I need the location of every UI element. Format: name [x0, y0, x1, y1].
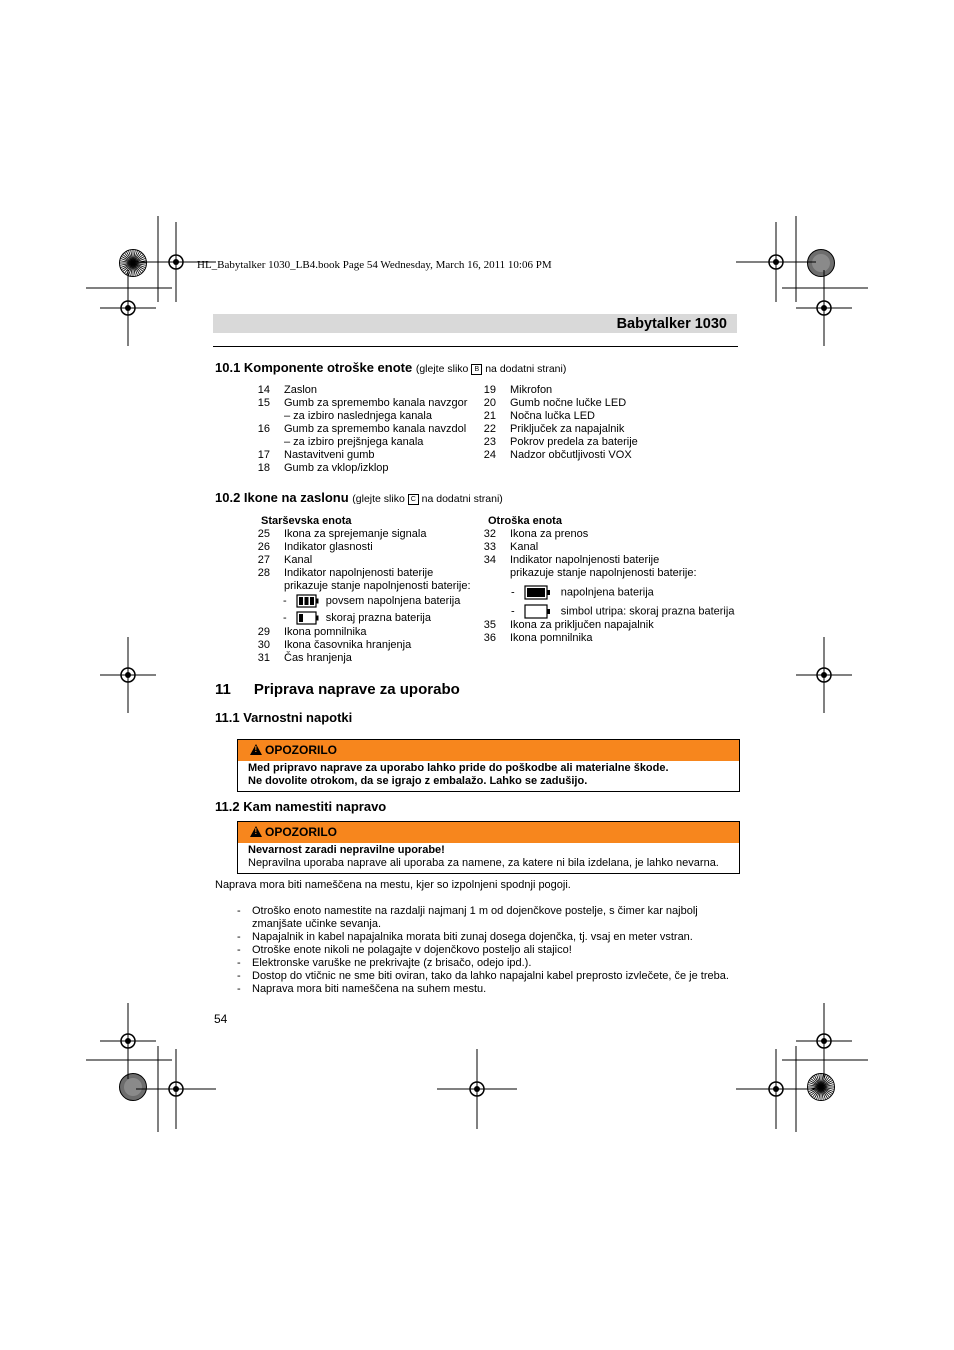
battery-full-row-baby	[511, 585, 654, 600]
note-prefix: (glejte sliko	[415, 363, 469, 375]
dash: -	[237, 944, 241, 956]
figure-note	[416, 363, 567, 375]
section-11-2-heading: 11.2 Kam namestiti napravo	[215, 799, 387, 814]
component-list-right	[478, 384, 738, 474]
item-number: 16	[257, 423, 270, 435]
chapter-11-heading	[215, 681, 460, 699]
list-item	[252, 652, 482, 665]
item-number: 18	[257, 462, 270, 474]
item-text: Nadzor občutljivosti VOX	[510, 449, 632, 461]
list-item-text: Naprava mora biti nameščena na suhem mestu.	[252, 983, 487, 995]
crosshair-icon	[736, 1049, 816, 1129]
component-list-left	[252, 384, 482, 484]
item-number: 34	[483, 554, 496, 566]
item-text: Indikator glasnosti	[284, 541, 373, 553]
list-item	[478, 619, 738, 632]
dash: -	[237, 957, 241, 969]
list-item	[252, 423, 482, 436]
warning-box-1	[237, 739, 740, 792]
dash: -	[237, 931, 241, 943]
item-text: Gumb nočne lučke LED	[510, 397, 627, 409]
item-text: – za izbiro prejšnjega kanala	[284, 436, 424, 448]
list-item	[237, 944, 738, 957]
item-text: Nastavitveni gumb	[284, 449, 375, 461]
item-text: Ikona za prenos	[510, 528, 589, 540]
warning-line: Nevarnost zaradi nepravilne uporabe!	[248, 844, 445, 856]
item-number: 21	[483, 410, 496, 422]
item-text: Mikrofon	[510, 384, 553, 396]
item-text: prikazuje stanje napolnjenosti baterije:	[510, 567, 697, 579]
list-item	[478, 397, 738, 410]
dash: -	[283, 594, 287, 607]
section-10-1-heading	[215, 360, 566, 377]
crosshair-icon	[736, 222, 816, 302]
note-prefix: (glejte sliko	[352, 493, 405, 505]
warning-triangle-icon: !	[250, 826, 262, 837]
list-item	[237, 957, 738, 970]
icon-list-baby-a	[478, 528, 738, 584]
conditions-list	[237, 905, 738, 996]
list-item	[252, 580, 482, 593]
crosshair-icon	[796, 637, 852, 713]
item-number: 28	[257, 567, 270, 579]
crosshair-icon	[796, 1003, 852, 1079]
list-item	[478, 554, 738, 567]
item-text: Ikona za sprejemanje signala	[284, 528, 427, 540]
baby-unit-title: Otroška enota	[488, 515, 562, 527]
list-item	[237, 931, 738, 944]
list-item-text: Napajalnik in kabel napajalnika morata biti zunaj dosega dojenčka, tj. vsaj en meter vstran.	[252, 931, 693, 943]
battery-full-label: napolnjena baterija	[560, 586, 654, 599]
list-item	[252, 449, 482, 462]
list-item	[252, 410, 482, 423]
item-text: Zaslon	[284, 384, 318, 396]
list-item	[478, 449, 738, 462]
list-item	[252, 528, 482, 541]
icon-list-baby-b	[478, 619, 738, 647]
item-text: Indikator napolnjenosti baterije	[510, 554, 660, 566]
dash: -	[283, 611, 287, 624]
item-text: Čas hranjenja	[284, 652, 352, 664]
chapter-title: Priprava naprave za uporabo	[253, 681, 460, 698]
list-item	[252, 626, 482, 639]
warning-label: OPOZORILO	[265, 825, 337, 839]
dash: -	[237, 905, 241, 917]
list-item	[252, 462, 482, 475]
list-item	[252, 639, 482, 652]
list-item-text: Otroške enote nikoli ne polagajte v dojenčkovo posteljo ali stajico!	[252, 944, 572, 956]
item-number: 31	[257, 652, 270, 664]
item-number: 22	[483, 423, 496, 435]
dash: -	[237, 970, 241, 982]
item-number: 19	[483, 384, 496, 396]
battery-empty-label: skoraj prazna baterija	[325, 611, 431, 624]
file-header: HL_Babytalker 1030_LB4.book Page 54 Wednesday, March 16, 2011 10:06 PM	[197, 259, 552, 271]
warning-triangle-icon: !	[250, 744, 262, 755]
item-number: 25	[257, 528, 270, 540]
list-item	[478, 528, 738, 541]
item-number: 35	[483, 619, 496, 631]
warning-line: Nepravilna uporaba naprave ali uporaba za namene, za katere ni bila izdelana, je lahko nevarna.	[248, 857, 719, 869]
list-item	[478, 567, 738, 580]
parent-unit-title: Starševska enota	[261, 515, 352, 527]
crosshair-icon	[796, 270, 852, 346]
list-item	[478, 436, 738, 449]
list-item	[252, 436, 482, 449]
running-header-bar	[213, 314, 737, 333]
item-text: Gumb za vklop/izklop	[284, 462, 389, 474]
battery-empty-label: simbol utripa: skoraj prazna baterija	[560, 605, 735, 618]
item-number: 33	[483, 541, 496, 553]
note-suffix: na dodatni strani)	[421, 493, 503, 505]
item-number: 17	[257, 449, 270, 461]
list-item	[478, 410, 738, 423]
warning-label-bar	[238, 822, 739, 843]
list-item	[478, 632, 738, 645]
crosshair-icon	[100, 270, 156, 346]
warning-body	[238, 761, 739, 791]
item-number: 27	[257, 554, 270, 566]
list-item-continuation	[237, 918, 738, 931]
warning-label: OPOZORILO	[265, 743, 337, 757]
list-item-text: Otroško enoto namestite na razdalji najmanj 1 m od dojenčkove postelje, s čimer kar najbolj	[252, 905, 698, 917]
battery-full-label: povsem napolnjena baterija	[325, 594, 461, 607]
crosshair-icon	[100, 1003, 156, 1079]
warning-line: Ne dovolite otrokom, da se igrajo z embalažo. Lahko se zadušijo.	[248, 775, 588, 787]
item-text: Kanal	[510, 541, 539, 553]
warning-box-2	[237, 821, 740, 874]
item-text: Kanal	[284, 554, 313, 566]
list-item-text: Elektronske varuške ne prekrivajte (z brisačo, odejo ipd.).	[252, 957, 532, 969]
item-text: Nočna lučka LED	[510, 410, 595, 422]
item-text: Pokrov predela za baterije	[510, 436, 638, 448]
item-text: Gumb za spremembo kanala navzdol	[284, 423, 467, 435]
item-number: 32	[483, 528, 496, 540]
icon-list-parent-a	[252, 528, 482, 598]
item-text: Ikona za priključen napajalnik	[510, 619, 654, 631]
list-item	[252, 541, 482, 554]
running-title: Babytalker 1030	[616, 316, 727, 332]
item-number: 30	[257, 639, 270, 651]
note-suffix: na dodatni strani)	[485, 363, 567, 375]
item-text: prikazuje stanje napolnjenosti baterije:	[284, 580, 471, 592]
section-10-2-heading	[215, 490, 503, 507]
list-item	[478, 541, 738, 554]
intro-paragraph: Naprava mora biti nameščena na mestu, kjer so izpolnjeni spodnji pogoji.	[215, 879, 571, 891]
item-number: 14	[257, 384, 270, 396]
list-item	[237, 970, 738, 983]
item-number: 20	[483, 397, 496, 409]
battery-empty-row-baby	[511, 604, 734, 619]
crosshair-icon	[437, 1049, 517, 1129]
warning-line: Med pripravo naprave za uporabo lahko pride do poškodbe ali materialne škode.	[248, 762, 669, 774]
list-item	[252, 567, 482, 580]
battery-full-icon	[524, 585, 552, 600]
item-text: Ikona pomnilnika	[510, 632, 593, 644]
item-text: Indikator napolnjenosti baterije	[284, 567, 434, 579]
item-number: 29	[257, 626, 270, 638]
item-number: 15	[257, 397, 270, 409]
item-text: Ikona pomnilnika	[284, 626, 367, 638]
list-item-text: Dostop do vtičnic ne sme biti oviran, tako da lahko napajalni kabel preprosto izvlečete, če je treba.	[252, 970, 729, 982]
figure-note	[352, 493, 503, 505]
battery-full-icon	[296, 594, 320, 608]
warning-label-bar	[238, 740, 739, 761]
section-title: 10.1 Komponente otroške enote	[215, 360, 413, 375]
dash: -	[237, 983, 241, 995]
item-number: 36	[483, 632, 496, 644]
page-number: 54	[214, 1012, 228, 1026]
item-text: Gumb za spremembo kanala navzgor	[284, 397, 468, 409]
chapter-number: 11	[215, 681, 231, 698]
list-item	[478, 423, 738, 436]
item-number: 26	[257, 541, 270, 553]
list-item	[252, 384, 482, 397]
list-item	[237, 983, 738, 996]
crosshair-icon	[100, 637, 156, 713]
battery-empty-icon	[524, 604, 552, 619]
list-item-text: zmanjšate učinke sevanja.	[252, 918, 382, 930]
battery-full-row	[283, 594, 460, 608]
dash: -	[511, 605, 515, 618]
item-text: – za izbiro naslednjega kanala	[284, 410, 432, 422]
item-text: Ikona časovnika hranjenja	[284, 639, 412, 651]
item-text: Priključek za napajalnik	[510, 423, 625, 435]
list-item	[252, 397, 482, 410]
figure-ref-icon: C	[408, 494, 419, 505]
figure-ref-icon: B	[471, 364, 482, 375]
list-item	[237, 905, 738, 918]
section-title: 10.2 Ikone na zaslonu	[215, 490, 349, 505]
section-11-1-heading: 11.1 Varnostni napotki	[215, 710, 353, 725]
icon-list-parent-b	[252, 626, 482, 666]
battery-empty-row	[283, 611, 431, 625]
dash: -	[511, 586, 515, 599]
list-item	[252, 554, 482, 567]
crosshair-icon	[136, 1049, 216, 1129]
header-rule	[213, 346, 738, 347]
battery-low-icon	[296, 611, 320, 625]
warning-body	[238, 843, 739, 873]
list-item	[478, 384, 738, 397]
item-number: 23	[483, 436, 496, 448]
item-number: 24	[483, 449, 496, 461]
